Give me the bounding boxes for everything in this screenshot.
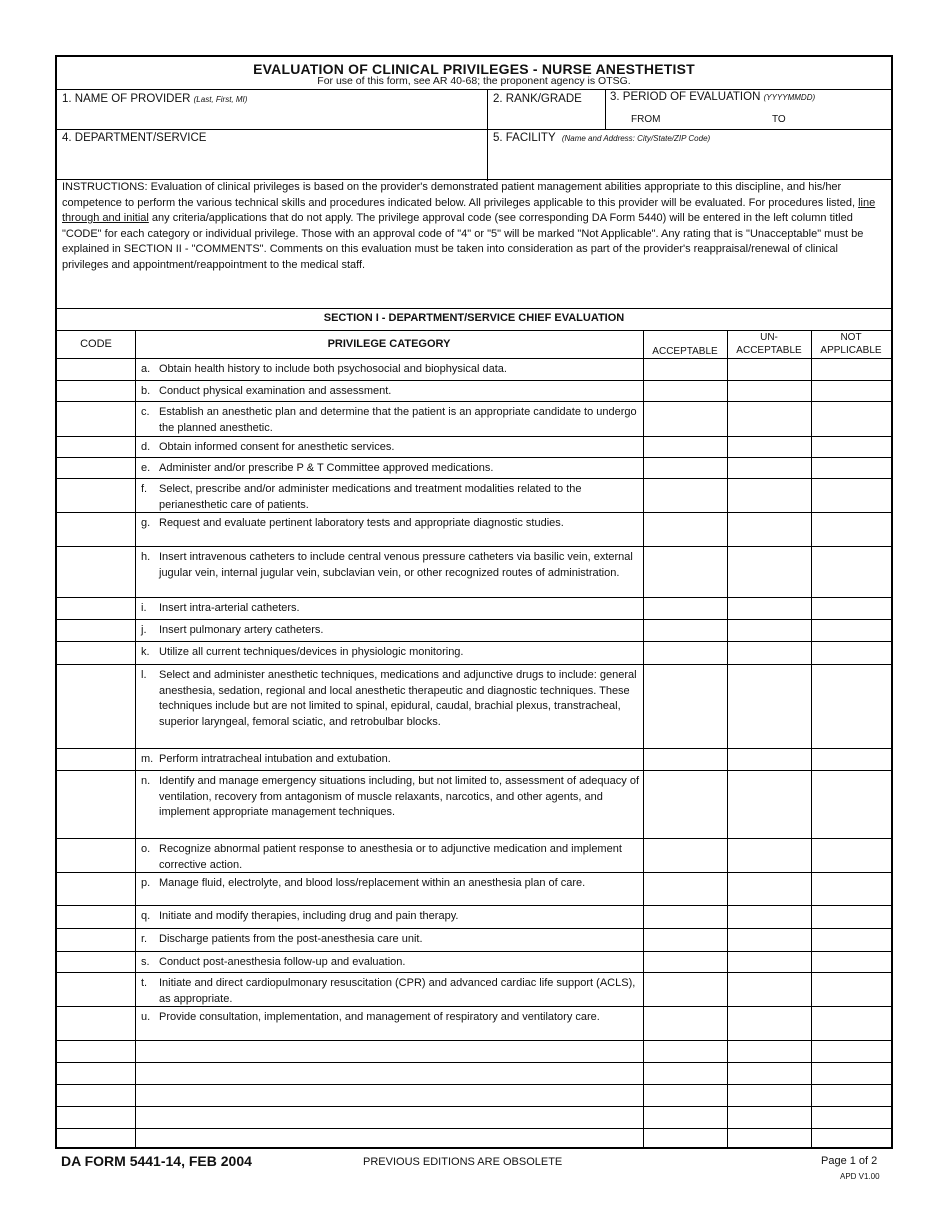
code-cell[interactable] [57,873,135,906]
code-cell[interactable] [57,665,135,749]
code-cell[interactable] [57,771,135,839]
acceptable-cell[interactable] [643,749,727,771]
table-row [57,513,891,547]
privilege-text: Select and administer anesthetic techniques, medications and adjunctive drugs to include: general anesthesia, sedation, regional and local anesthetic therapeutic and diagnostic techniques. These techniques include but are not limited to spinal, epidural, caudal, brachial plexus, transtracheal, superior laryngeal, femoral sciatic, and retrobulbar blocks. [159,669,637,728]
acceptable-cell[interactable] [643,771,727,839]
version-label: APD V1.00 [840,1172,880,1181]
acceptable-cell[interactable] [643,620,727,642]
unacceptable-cell[interactable] [727,1085,811,1107]
unacceptable-cell[interactable] [727,620,811,642]
not-applicable-cell[interactable] [811,873,891,906]
table-row [57,749,891,771]
name-field[interactable] [61,109,485,127]
privilege-letter: a. [141,363,151,375]
privilege-text: Conduct physical examination and assessment. [159,385,392,397]
unacceptable-cell[interactable] [727,749,811,771]
col-acceptable-header: ACCEPTABLE [652,346,718,357]
privilege-letter: i. [141,602,147,614]
table-row [57,381,891,402]
col-code-header: CODE [80,338,112,350]
privilege-letter: r. [141,933,148,945]
privilege-text: Identify and manage emergency situations including, but not limited to, assessment of adequacy of ventilation, recovery from antagonism of muscle relaxants, narcotics, and other agents, and implement appropriate management techniques. [159,775,640,818]
unacceptable-cell[interactable] [727,973,811,1007]
unacceptable-cell[interactable] [727,547,811,598]
table-row [57,1007,891,1041]
not-applicable-cell[interactable] [811,437,891,458]
not-applicable-cell[interactable] [811,598,891,620]
code-cell[interactable] [57,952,135,973]
code-cell[interactable] [57,929,135,952]
privilege-letter: q. [141,910,151,922]
code-cell[interactable] [57,1007,135,1041]
form-subtitle: For use of this form, see AR 40-68; the proponent agency is OTSG. [317,75,631,87]
page-number: Page 1 of 2 [821,1155,878,1167]
not-applicable-cell[interactable] [811,906,891,929]
acceptable-cell[interactable] [643,1107,727,1129]
table-row [57,1129,891,1151]
privilege-letter: u. [141,1011,151,1023]
unacceptable-cell[interactable] [727,929,811,952]
not-applicable-cell[interactable] [811,839,891,873]
unacceptable-cell[interactable] [727,1129,811,1151]
table-row [57,642,891,665]
privilege-text: Request and evaluate pertinent laboratory tests and appropriate diagnostic studies. [159,517,564,529]
not-applicable-cell[interactable] [811,547,891,598]
privilege-letter: s. [141,956,150,968]
not-applicable-cell[interactable] [811,620,891,642]
instructions: INSTRUCTIONS: Evaluation of clinical privileges is based on the provider's demonstrated patient management abilities appropriate to this discipline, and his/her competence to perform the various technical skills and procedures indicated below. All privileges applicable to this provider will be evaluated. For procedures listed, line through and initial any criteria/applications that do not apply. The privilege approval code (see corresponding DA Form 5440) will be entered in the left column titled "CODE" for each category or individual privilege. Those with an approval code of "4" or "5" will be marked "Not Applicable". Any rating that is "Unacceptable" must be explained in SECTION II - "COMMENTS". Comments on this evaluation must be taken into consideration as part of the provider's reappraisal/renewal of clinical privileges and appointment/reappointment to the medical staff. [62,181,876,271]
privilege-letter: l. [141,669,147,681]
acceptable-cell[interactable] [643,1041,727,1063]
acceptable-cell[interactable] [643,359,727,381]
table-row [57,402,891,437]
code-cell[interactable] [57,973,135,1007]
not-applicable-cell[interactable] [811,665,891,749]
table-row [57,479,891,513]
name-label: 1. NAME OF PROVIDER (Last, First, MI) [62,93,248,105]
unacceptable-cell[interactable] [727,598,811,620]
code-cell[interactable] [57,359,135,381]
privilege-text: Manage fluid, electrolyte, and blood loss/replacement within an anesthesia plan of care. [159,877,586,889]
acceptable-cell[interactable] [643,973,727,1007]
department-field[interactable] [61,149,485,177]
code-cell[interactable] [57,513,135,547]
code-cell[interactable] [57,620,135,642]
acceptable-cell[interactable] [643,513,727,547]
code-cell[interactable] [57,402,135,437]
table-row [57,1041,891,1063]
acceptable-cell[interactable] [643,547,727,598]
privilege-letter: h. [141,551,151,563]
privilege-letter: c. [141,406,150,418]
acceptable-cell[interactable] [643,929,727,952]
code-cell[interactable] [57,479,135,513]
privilege-text: Obtain informed consent for anesthetic services. [159,441,395,453]
unacceptable-cell[interactable] [727,513,811,547]
privilege-letter: m. [141,753,154,765]
code-cell[interactable] [57,598,135,620]
table-row [57,1063,891,1085]
privilege-text: Provide consultation, implementation, and management of respiratory and ventilatory care. [159,1011,600,1023]
privilege-letter: f. [141,483,148,495]
table-row [57,598,891,620]
acceptable-cell[interactable] [643,598,727,620]
not-applicable-cell[interactable] [811,642,891,665]
acceptable-cell[interactable] [643,1129,727,1151]
privilege-text: Conduct post-anesthesia follow-up and evaluation. [159,956,406,968]
acceptable-cell[interactable] [643,873,727,906]
unacceptable-cell[interactable] [727,839,811,873]
table-row [57,547,891,598]
obsolete-notice: PREVIOUS EDITIONS ARE OBSOLETE [363,1156,563,1168]
code-cell[interactable] [57,458,135,479]
code-cell[interactable] [57,381,135,402]
not-applicable-cell[interactable] [811,771,891,839]
unacceptable-cell[interactable] [727,1041,811,1063]
col-unacceptable-header: UN- ACCEPTABLE [736,332,802,356]
privilege-text: Perform intratracheal intubation and extubation. [159,753,391,765]
not-applicable-cell[interactable] [811,1063,891,1085]
privilege-text: Initiate and direct cardiopulmonary resuscitation (CPR) and advanced cardiac life support (ACLS), as appropriate. [159,977,636,1005]
privilege-text: Select, prescribe and/or administer medications and treatment modalities related to the perianesthetic care of patients. [159,483,582,511]
table-row [57,458,891,479]
not-applicable-cell[interactable] [811,973,891,1007]
table-row [57,952,891,973]
unacceptable-cell[interactable] [727,402,811,437]
form-frame [55,55,893,1149]
code-cell[interactable] [57,1107,135,1129]
period-from-field[interactable]: FROM [631,114,661,125]
department-label: 4. DEPARTMENT/SERVICE [62,132,207,144]
not-applicable-cell[interactable] [811,479,891,513]
acceptable-cell[interactable] [643,1085,727,1107]
code-cell[interactable] [57,1085,135,1107]
table-row [57,437,891,458]
not-applicable-cell[interactable] [811,952,891,973]
not-applicable-cell[interactable] [811,381,891,402]
not-applicable-cell[interactable] [811,1129,891,1151]
col-not-applicable-header: NOT APPLICABLE [820,332,882,356]
privilege-letter: g. [141,517,151,529]
table-row [57,359,891,381]
acceptable-cell[interactable] [643,458,727,479]
rank-field[interactable] [491,109,603,127]
not-applicable-cell[interactable] [811,402,891,437]
unacceptable-cell[interactable] [727,1107,811,1129]
form-title: EVALUATION OF CLINICAL PRIVILEGES - NURSE ANESTHETIST [253,61,695,77]
code-cell[interactable] [57,1129,135,1151]
privilege-letter: k. [141,646,150,658]
privilege-letter: n. [141,775,151,787]
code-cell[interactable] [57,547,135,598]
privilege-letter: t. [141,977,148,989]
rank-label: 2. RANK/GRADE [493,93,582,105]
privilege-text: Utilize all current techniques/devices in physiologic monitoring. [159,646,464,658]
col-category-header: PRIVILEGE CATEGORY [327,338,451,350]
facility-label: 5. FACILITY (Name and Address: City/State/ZIP Code) [493,132,711,144]
acceptable-cell[interactable] [643,402,727,437]
acceptable-cell[interactable] [643,1007,727,1041]
unacceptable-cell[interactable] [727,437,811,458]
period-to-field[interactable]: TO [772,114,786,125]
table-row [57,839,891,873]
privilege-letter: b. [141,385,151,397]
unacceptable-cell[interactable] [727,906,811,929]
code-cell[interactable] [57,437,135,458]
privilege-text: Initiate and modify therapies, including drug and pain therapy. [159,910,459,922]
table-row [57,665,891,749]
not-applicable-cell[interactable] [811,749,891,771]
table-row [57,1107,891,1129]
unacceptable-cell[interactable] [727,479,811,513]
acceptable-cell[interactable] [643,642,727,665]
not-applicable-cell[interactable] [811,1007,891,1041]
privilege-letter: o. [141,843,151,855]
table-row [57,973,891,1007]
table-row [57,873,891,906]
period-label: 3. PERIOD OF EVALUATION (YYYYMMDD) [610,91,816,103]
privilege-letter: j. [141,624,147,636]
privilege-text: Obtain health history to include both psychosocial and biophysical data. [159,363,507,375]
acceptable-cell[interactable] [643,437,727,458]
acceptable-cell[interactable] [643,906,727,929]
privilege-text: Insert intra-arterial catheters. [159,602,300,614]
privilege-text: Administer and/or prescribe P & T Committee approved medications. [159,462,494,474]
table-row [57,929,891,952]
privilege-text: Insert pulmonary artery catheters. [159,624,324,636]
privilege-text: Discharge patients from the post-anesthesia care unit. [159,933,423,945]
not-applicable-cell[interactable] [811,359,891,381]
unacceptable-cell[interactable] [727,1063,811,1085]
table-row [57,620,891,642]
unacceptable-cell[interactable] [727,952,811,973]
code-cell[interactable] [57,839,135,873]
form-number: DA FORM 5441-14, FEB 2004 [61,1153,252,1169]
unacceptable-cell[interactable] [727,458,811,479]
table-row [57,1085,891,1107]
unacceptable-cell[interactable] [727,359,811,381]
facility-field[interactable] [491,149,887,177]
acceptable-cell[interactable] [643,952,727,973]
acceptable-cell[interactable] [643,839,727,873]
not-applicable-cell[interactable] [811,1041,891,1063]
privilege-text: Recognize abnormal patient response to anesthesia or to adjunctive medication and implement corrective action. [159,843,622,871]
section-title: SECTION I - DEPARTMENT/SERVICE CHIEF EVALUATION [323,312,625,324]
privilege-letter: p. [141,877,151,889]
code-cell[interactable] [57,906,135,929]
privilege-text: Insert intravenous catheters to include central venous pressure catheters via basilic vein, external jugular vein, internal jugular vein, subclavian vein, or other recognized routes of administration. [159,551,633,579]
not-applicable-cell[interactable] [811,458,891,479]
code-cell[interactable] [57,1063,135,1085]
acceptable-cell[interactable] [643,479,727,513]
code-cell[interactable] [57,1041,135,1063]
acceptable-cell[interactable] [643,381,727,402]
acceptable-cell[interactable] [643,665,727,749]
privilege-letter: e. [141,462,151,474]
unacceptable-cell[interactable] [727,1007,811,1041]
not-applicable-cell[interactable] [811,1107,891,1129]
not-applicable-cell[interactable] [811,1085,891,1107]
code-cell[interactable] [57,642,135,665]
table-row [57,906,891,929]
acceptable-cell[interactable] [643,1063,727,1085]
privilege-letter: d. [141,441,151,453]
code-cell[interactable] [57,749,135,771]
unacceptable-cell[interactable] [727,873,811,906]
table-row [57,771,891,839]
unacceptable-cell[interactable] [727,665,811,749]
unacceptable-cell[interactable] [727,771,811,839]
unacceptable-cell[interactable] [727,381,811,402]
privilege-text: Establish an anesthetic plan and determine that the patient is an appropriate candidate to undergo the planned anesthetic. [159,406,637,434]
unacceptable-cell[interactable] [727,642,811,665]
not-applicable-cell[interactable] [811,513,891,547]
not-applicable-cell[interactable] [811,929,891,952]
